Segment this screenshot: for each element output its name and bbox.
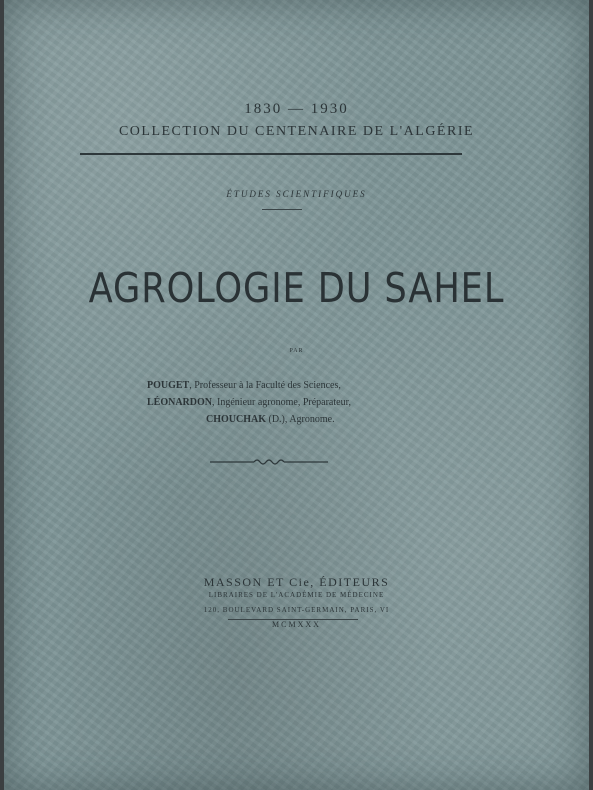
centenary-years: 1830 — 1930 bbox=[244, 101, 349, 117]
publication-year: MCMXXX bbox=[272, 620, 321, 629]
publisher-address: 120, BOULEVARD SAINT-GERMAIN, PARIS, VI bbox=[203, 606, 390, 614]
author-name: LÉONARDON bbox=[147, 397, 213, 408]
top-divider bbox=[80, 153, 462, 155]
collection-title: COLLECTION DU CENTENAIRE DE L'ALGÉRIE bbox=[118, 124, 475, 139]
series-divider bbox=[262, 209, 302, 210]
author-line bbox=[147, 380, 341, 391]
author-role: (D.), Agronome. bbox=[266, 414, 335, 425]
author-line bbox=[206, 414, 335, 425]
author-name: POUGET bbox=[147, 380, 190, 391]
ornament-divider bbox=[210, 458, 328, 466]
par-label: PAR bbox=[289, 348, 304, 354]
publisher-name: MASSON ET Cie, ÉDITEURS bbox=[203, 575, 390, 589]
series-label: ÉTUDES SCIENTIFIQUES bbox=[226, 189, 367, 199]
book-cover bbox=[4, 0, 589, 790]
author-role: , Professeur à la Faculté des Sciences, bbox=[189, 380, 341, 391]
book-title: AGROLOGIE DU SAHEL bbox=[88, 264, 505, 312]
author-line bbox=[147, 397, 351, 408]
publisher-subtitle: LIBRAIRES DE L'ACADÉMIE DE MÉDECINE bbox=[208, 591, 385, 599]
author-role: , Ingénieur agronome, Préparateur, bbox=[212, 397, 351, 408]
author-name: CHOUCHAK bbox=[206, 414, 266, 425]
